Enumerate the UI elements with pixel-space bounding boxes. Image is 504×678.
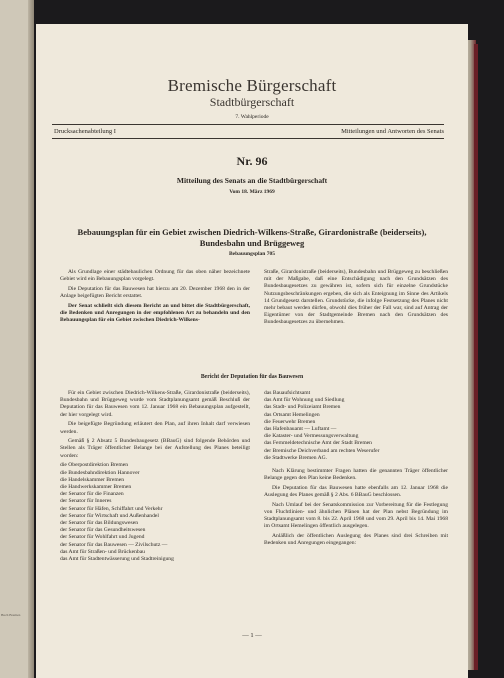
paragraph: Die beigefügte Begründung erläutert den Plan, auf ihren Inhalt darf verwiesen werden.	[60, 421, 250, 435]
list-item: die Stadtwerke Bremen AG.	[264, 454, 328, 461]
page-number: — 1 —	[242, 632, 262, 639]
agency-list-right	[264, 390, 448, 462]
list-item: der Senator für Wirtschaft und Außenhandel	[60, 512, 159, 519]
list-item: der Senator für Wohlfahrt und Jugend	[60, 534, 145, 541]
adjacent-page-note: Buch Bremen	[1, 613, 21, 617]
plan-title: Bebauungsplan für ein Gebiet zwischen Diedrich-Wilkens-Straße, Girardonistraße (beiderseits), Bundesbahn und Brüggeweg	[77, 227, 427, 248]
list-item: das Amt für Wohnung und Siedlung	[264, 397, 345, 404]
paragraph: Der Senat schließt sich diesem Bericht an und bittet die Stadtbürgerschaft, die Bedenken und Anregungen in der empfohlenen Art zu behandeln und den Bebauungsplan für ein Gebiet zwischen Diedrich-Wilkens-	[60, 302, 250, 324]
report-heading: Bericht der Deputation für das Bauwesen	[200, 374, 304, 380]
book-cover-edge	[474, 44, 478, 670]
document-heading: Mitteilung des Senats an die Stadtbürgerschaft	[176, 176, 328, 185]
adjacent-page-edge	[0, 0, 34, 678]
paragraph: Für ein Gebiet zwischen Diedrich-Wilkens-Straße, Girardonistraße (beiderseits), Bundesbahn und Brüggeweg wurde vom Stadtplanungsamt gemäß Beschluß der Deputation für das Bauwesen vom 12. Januar 1968 ein Bebauungsplan aufgestellt, der hier vorgelegt wird.	[60, 390, 250, 418]
list-item: die Handwerkskammer Bremen	[60, 483, 132, 490]
list-item: das Ortsamt Hemelingen	[264, 411, 320, 418]
list-item: die Bundesbahndirektion Hannover	[60, 469, 140, 476]
plan-number: Bebauungsplan 705	[228, 251, 275, 257]
page-title: Bremische Bürgerschaft	[167, 76, 337, 95]
intro-right-column	[264, 269, 448, 329]
document-page	[36, 24, 468, 678]
list-item: der Bremische Deichverband am rechten Weserufer	[264, 447, 380, 454]
list-item: das Stadt- und Polizeiamt Bremen	[264, 404, 341, 411]
list-item: der Senator für die Finanzen	[60, 491, 124, 498]
list-item: der Senator für das Bauwesen — Zivilschutz —	[60, 541, 168, 548]
paragraph: Die Deputation für das Bauwesen hatte ebenfalls am 12. Januar 1968 die Auslegung des Planes gemäß § 2 Abs. 6 BBauG beschlossen.	[264, 484, 448, 499]
list-item: das Amt für Straßen- und Brückenbau	[60, 548, 145, 555]
paragraph: Nach Klärung bestimmter Fragen hatten die genannten Träger öffentlicher Belange gegen den Plan keine Bedenken.	[264, 468, 448, 482]
list-item: der Senator für das Bildungswesen	[60, 519, 138, 526]
header-rule-top	[52, 124, 444, 125]
agency-list-left	[60, 462, 250, 563]
header-rule-bottom	[52, 138, 444, 139]
list-item: der Senator für Inneres	[60, 498, 112, 505]
page-subtitle: Stadtbürgerschaft	[209, 95, 295, 109]
list-item: die Kataster- und Vermessungsverwaltung	[264, 433, 359, 440]
legislative-period: 7. Wahlperiode	[235, 114, 269, 120]
document-number: Nr. 96	[236, 154, 268, 168]
paragraph: Straße, Girardonistraße (beiderseits), Bundesbahn und Brüggeweg zu beschließen mit der Maßgabe, daß eine Entschädigung nach den Grundsätzen des Bundesbaugesetzes zu gewähren ist, sofern sich für einzelne Grundstücke Nutzungsbeschränkungen ergeben, die sich als Enteignung im Sinne des Artikels 14 Grundgesetz darstellen. Grundstücke, die infolge Festsetzung des Planes nicht mehr bebaut werden dürfen, obwohl dies früher der Fall war, sind auf Antrag der Eigentümer von der Stadtgemeinde Bremen nach den Grundsätzen des Bundesbaugesetzes zu übernehmen.	[264, 269, 448, 326]
paragraph: Anläßlich der öffentlichen Auslegung des Planes sind drei Schreiben mit Bedenken und Anregungen eingegangen:	[264, 533, 448, 547]
paragraph: Die Deputation für das Bauwesen hat hierzu am 20. Dezember 1968 den in der Anlage beigefügten Bericht erstattet.	[60, 285, 250, 300]
department-label: Drucksachenabteilung I	[54, 128, 116, 135]
list-item: die Feuerwehr Bremen	[264, 418, 316, 425]
paragraph: Nach Umlauf bei der Senatskommission zur Vorbereitung für die Festlegung von Fluchtlinien- und ähnlichen Plänen hat der Plan nebst Begründung im Stadtplanungsamt vom 8. bis 22. April 1968 und vom 29. April bis 14. Mai 1968 im Ortsamt Hemelingen öffentlich ausgelegen.	[264, 501, 448, 530]
list-item: das Fernmeldetechnische Amt der Stadt Bremen	[264, 440, 372, 447]
list-item: das Bauaufsichtsamt	[264, 390, 311, 396]
paragraph: Als Grundlage einer städtebaulichen Ordnung für das oben näher bezeichnete Gebiet wird ein Bebauungsplan vorgelegt.	[60, 269, 250, 283]
list-item: das Hafenbauamt — Luftamt —	[264, 426, 337, 433]
list-item: die Handelskammer Bremen	[60, 476, 124, 483]
binding-shadow	[28, 0, 34, 678]
report-right-column	[264, 390, 448, 550]
list-item: die Oberpostdirektion Bremen	[60, 462, 129, 469]
paragraph: Gemäß § 2 Absatz 5 Bundesbaugesetz (BBauG) sind folgende Behörden und Stellen als Träger öffentlicher Belange bei der Aufstellung des Planes beteiligt worden:	[60, 438, 250, 459]
list-item: der Senator für Häfen, Schiffahrt und Verkehr	[60, 505, 163, 512]
section-label: Mitteilungen und Antworten des Senats	[341, 128, 444, 135]
report-left-column	[60, 390, 250, 563]
intro-left-column	[60, 269, 250, 327]
list-item: der Senator für das Gesundheitswesen	[60, 527, 146, 534]
list-item: das Amt für Stadtentwässerung und Stadtreinigung	[60, 555, 174, 562]
document-date: Vom 18. März 1969	[229, 189, 275, 195]
